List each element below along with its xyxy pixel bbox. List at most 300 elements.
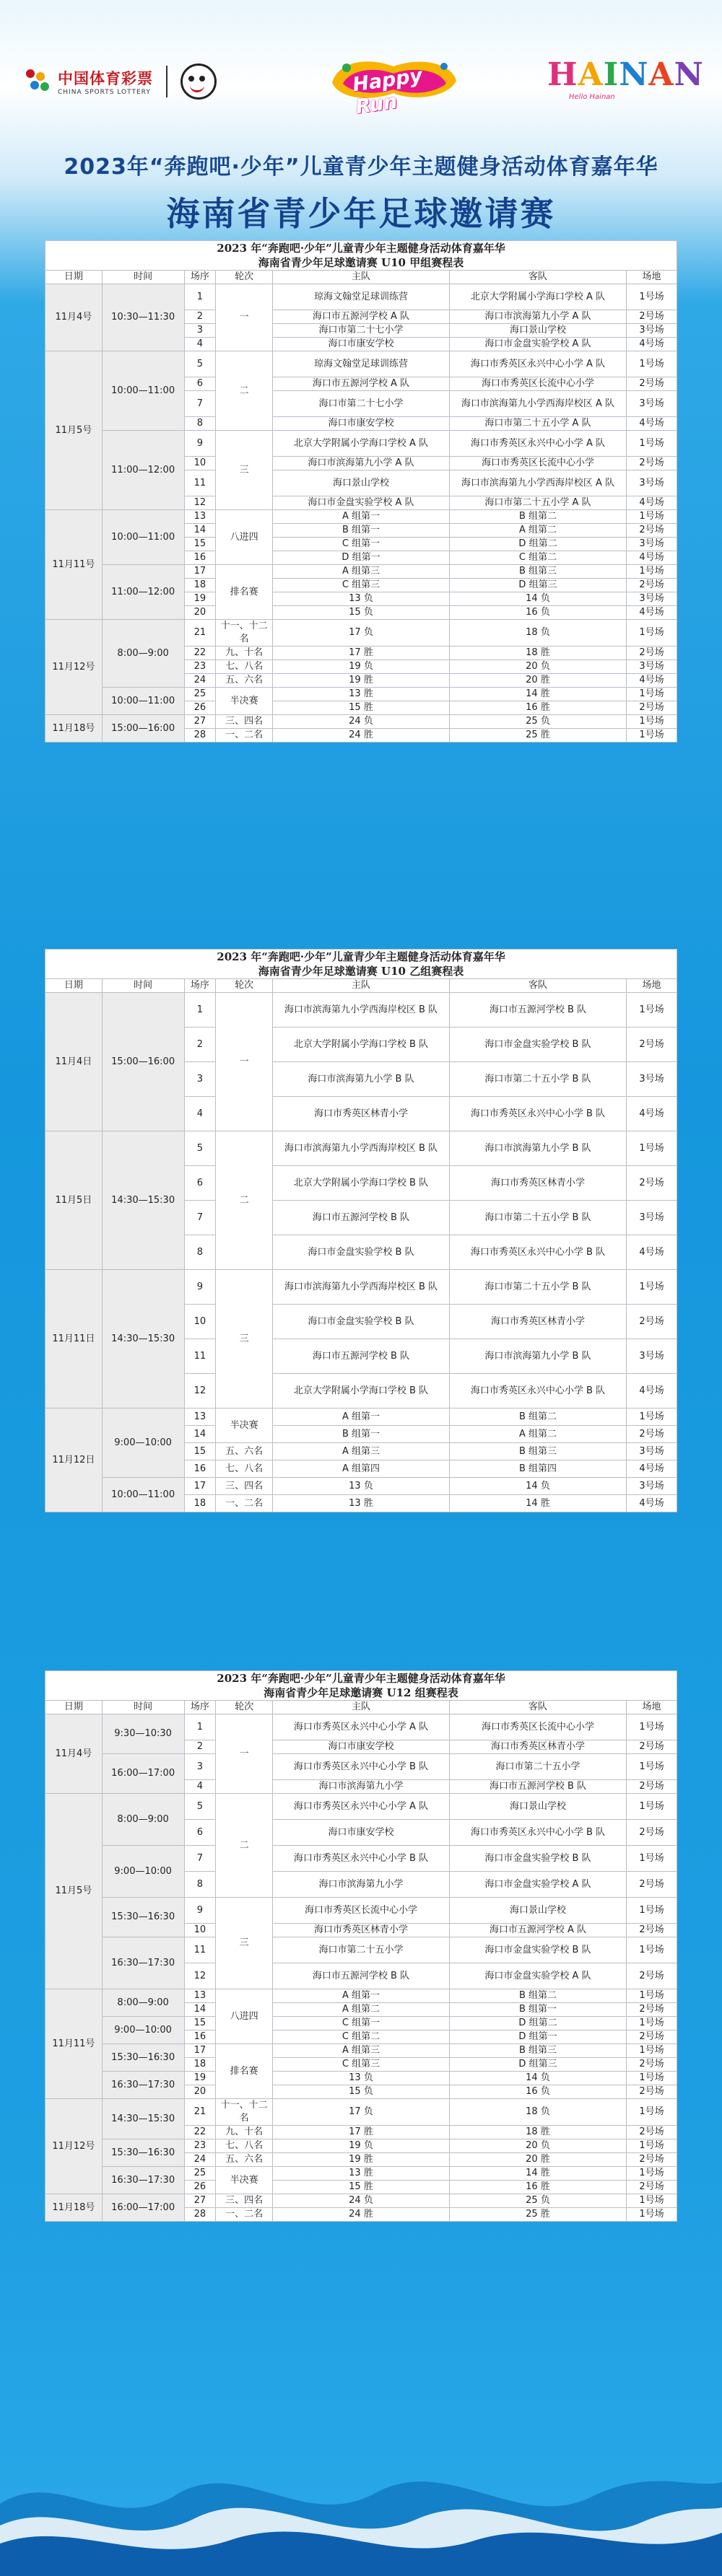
match-number-cell: 1 (184, 993, 216, 1028)
home-team-cell: 13 负 (273, 1478, 450, 1495)
home-team-cell: 海口景山学校 (273, 470, 450, 496)
away-team-cell: 25 胜 (450, 2208, 627, 2222)
away-team-cell: 18 胜 (450, 647, 627, 660)
table-row (45, 1989, 677, 2003)
home-team-cell: 24 负 (273, 715, 450, 729)
time-cell: 16:30—17:30 (102, 1937, 184, 1989)
table-row (45, 1846, 677, 1872)
time-cell: 10:00—11:00 (102, 1478, 184, 1512)
away-team-cell: 海口市秀英区林青小学 (450, 1740, 627, 1754)
column-header: 时间 (102, 979, 184, 993)
away-team-cell: 海口市秀英区永兴中心小学 B 队 (450, 1097, 627, 1131)
away-team-cell: 海口市秀英区林青小学 (450, 1166, 627, 1201)
column-header: 客队 (450, 979, 627, 993)
home-team-cell: 海口市康安学校 (273, 1740, 450, 1754)
time-cell: 14:30—15:30 (102, 1270, 184, 1409)
field-cell: 3号场 (627, 1062, 677, 1097)
field-cell: 4号场 (627, 1495, 677, 1512)
field-cell: 1号场 (627, 2167, 677, 2181)
field-cell: 4号场 (627, 606, 677, 620)
home-team-cell: 海口市滨海第九小学 (273, 1780, 450, 1794)
field-cell: 1号场 (627, 1714, 677, 1740)
match-number-cell: 7 (184, 1846, 216, 1872)
match-number-cell: 7 (184, 1201, 216, 1235)
field-cell: 2号场 (627, 2058, 677, 2072)
lottery-name-cn: 中国体育彩票 (58, 70, 153, 87)
field-cell: 1号场 (627, 2194, 677, 2208)
home-team-cell: B 组第一 (273, 524, 450, 538)
home-team-cell: 15 负 (273, 2085, 450, 2099)
schedule-u10-b (45, 949, 677, 1512)
table-row (45, 1898, 677, 1924)
time-cell: 15:30—16:30 (102, 2044, 184, 2072)
time-cell: 9:30—10:30 (102, 1714, 184, 1754)
away-team-cell: B 组第三 (450, 2044, 627, 2058)
round-cell: 三、四名 (216, 715, 273, 729)
table-row (45, 1478, 677, 1495)
table-row (45, 993, 677, 1028)
match-number-cell: 14 (184, 524, 216, 538)
match-number-cell: 26 (184, 701, 216, 715)
round-cell: 五、六名 (216, 2153, 273, 2167)
hainan-slogan: Hello Hainan (569, 93, 615, 101)
round-cell: 一、二名 (216, 2208, 273, 2222)
match-number-cell: 22 (184, 2126, 216, 2139)
away-team-cell: 海口市秀英区林青小学 (450, 1305, 627, 1339)
away-team-cell: 海口市第二十五小学 A 队 (450, 417, 627, 431)
match-number-cell: 9 (184, 1270, 216, 1305)
field-cell: 2号场 (627, 2030, 677, 2044)
home-team-cell: 北京大学附属小学海口学校 B 队 (273, 1028, 450, 1062)
match-number-cell: 6 (184, 1166, 216, 1201)
away-team-cell: 海口市秀英区永兴中心小学 A 队 (450, 431, 627, 457)
match-number-cell: 11 (184, 1937, 216, 1963)
column-header: 主队 (273, 271, 450, 284)
home-team-cell: 海口市秀英区林青小学 (273, 1924, 450, 1937)
match-number-cell: 8 (184, 417, 216, 431)
home-team-cell: 24 负 (273, 2194, 450, 2208)
time-cell: 11:00—12:00 (102, 565, 184, 620)
home-team-cell: A 组第三 (273, 2044, 450, 2058)
table-row (45, 284, 677, 310)
match-number-cell: 4 (184, 1780, 216, 1794)
date-cell: 11月5号 (45, 351, 103, 510)
home-team-cell: 海口市康安学校 (273, 338, 450, 351)
match-number-cell: 25 (184, 2167, 216, 2181)
match-number-cell: 6 (184, 1820, 216, 1846)
field-cell: 4号场 (627, 338, 677, 351)
match-number-cell: 22 (184, 647, 216, 660)
match-number-cell: 5 (184, 351, 216, 377)
away-team-cell: B 组第一 (450, 2003, 627, 2017)
home-team-cell: 海口市金盘实验学校 B 队 (273, 1235, 450, 1270)
home-team-cell: 北京大学附属小学海口学校 A 队 (273, 431, 450, 457)
field-cell: 2号场 (627, 1872, 677, 1898)
home-team-cell: 海口市滨海第九小学西海岸校区 B 队 (273, 993, 450, 1028)
home-team-cell: 海口市金盘实验学校 A 队 (273, 496, 450, 510)
away-team-cell: 20 胜 (450, 674, 627, 688)
field-cell: 1号场 (627, 1989, 677, 2003)
field-cell: 2号场 (627, 1166, 677, 1201)
match-number-cell: 8 (184, 1872, 216, 1898)
field-cell: 2号场 (627, 2153, 677, 2167)
match-number-cell: 16 (184, 551, 216, 565)
date-cell: 11月12号 (45, 2099, 103, 2194)
home-team-cell: A 组第四 (273, 1460, 450, 1478)
away-team-cell: 海口市五源河学校 B 队 (450, 993, 627, 1028)
field-cell: 3号场 (627, 391, 677, 417)
round-cell: 七、八名 (216, 1460, 273, 1478)
match-number-cell: 2 (184, 1028, 216, 1062)
match-number-cell: 18 (184, 2058, 216, 2072)
home-team-cell: B 组第一 (273, 1426, 450, 1443)
match-number-cell: 3 (184, 324, 216, 338)
round-cell: 一、二名 (216, 1495, 273, 1512)
field-cell: 2号场 (627, 1963, 677, 1989)
column-header: 场序 (184, 271, 216, 284)
home-team-cell: A 组第一 (273, 1409, 450, 1426)
away-team-cell: 海口市金盘实验学校 B 队 (450, 1846, 627, 1872)
match-number-cell: 3 (184, 1062, 216, 1097)
away-team-cell: 海口市秀英区永兴中心小学 A 队 (450, 351, 627, 377)
match-number-cell: 9 (184, 1898, 216, 1924)
round-cell: 三、四名 (216, 1478, 273, 1495)
field-cell: 1号场 (627, 2017, 677, 2030)
home-team-cell: C 组第二 (273, 2030, 450, 2044)
time-cell: 10:00—11:00 (102, 510, 184, 565)
field-cell: 1号场 (627, 1794, 677, 1820)
table-title: 海南省青少年足球邀请赛 U10 乙组赛程表 (45, 964, 677, 979)
away-team-cell: 海口市滨海第九小学西海岸校区 A 队 (450, 391, 627, 417)
away-team-cell: 16 负 (450, 606, 627, 620)
home-team-cell: 24 胜 (273, 2208, 450, 2222)
away-team-cell: 海口市滨海第九小学西海岸校区 A 队 (450, 470, 627, 496)
away-team-cell: 海口市秀英区永兴中心小学 B 队 (450, 1235, 627, 1270)
field-cell: 1号场 (627, 1754, 677, 1780)
home-team-cell: A 组第三 (273, 1443, 450, 1460)
field-cell: 2号场 (627, 2003, 677, 2017)
page-header (0, 0, 722, 152)
china-sports-lottery-logo (26, 63, 217, 100)
away-team-cell: 海口市第二十五小学 (450, 1754, 627, 1780)
happy-run-text: Happy Run (351, 64, 424, 119)
away-team-cell: 北京大学附属小学海口学校 A 队 (450, 284, 627, 310)
field-cell: 1号场 (627, 431, 677, 457)
match-number-cell: 1 (184, 1714, 216, 1740)
away-team-cell: 海口市第二十五小学 A 队 (450, 496, 627, 510)
match-number-cell: 20 (184, 606, 216, 620)
time-cell: 16:30—17:30 (102, 2167, 184, 2194)
home-team-cell: 海口市秀英区林青小学 (273, 1097, 450, 1131)
home-team-cell: 海口市康安学校 (273, 417, 450, 431)
away-team-cell: B 组第二 (450, 510, 627, 524)
home-team-cell: 北京大学附属小学海口学校 B 队 (273, 1374, 450, 1409)
field-cell: 1号场 (627, 2072, 677, 2085)
field-cell: 1号场 (627, 2099, 677, 2126)
match-number-cell: 6 (184, 377, 216, 391)
round-cell: 五、六名 (216, 1443, 273, 1460)
away-team-cell: 18 负 (450, 620, 627, 647)
date-cell: 11月11号 (45, 1989, 103, 2099)
match-number-cell: 3 (184, 1754, 216, 1780)
column-header: 轮次 (216, 1701, 273, 1714)
match-number-cell: 4 (184, 1097, 216, 1131)
match-number-cell: 18 (184, 1495, 216, 1512)
field-cell: 1号场 (627, 620, 677, 647)
table-row (45, 1270, 677, 1305)
waves-decoration (0, 2424, 722, 2576)
time-cell: 10:00—11:00 (102, 688, 184, 715)
table-row (45, 1794, 677, 1820)
table-title: 海南省青少年足球邀请赛 U12 组赛程表 (45, 1686, 677, 1701)
away-team-cell: 海口景山学校 (450, 1898, 627, 1924)
field-cell: 1号场 (627, 2139, 677, 2153)
table-title: 海南省青少年足球邀请赛 U10 甲组赛程表 (45, 255, 677, 271)
field-cell: 4号场 (627, 1235, 677, 1270)
time-cell: 16:00—17:00 (102, 1754, 184, 1794)
match-number-cell: 14 (184, 2003, 216, 2017)
schedule-table (45, 949, 677, 1512)
time-cell: 15:00—16:00 (102, 993, 184, 1131)
field-cell: 2号场 (627, 457, 677, 470)
away-team-cell: 海口景山学校 (450, 324, 627, 338)
home-team-cell: D 组第一 (273, 551, 450, 565)
round-cell: 十一、十二名 (216, 2099, 273, 2126)
round-cell: 半决赛 (216, 688, 273, 715)
field-cell: 1号场 (627, 565, 677, 579)
home-team-cell: 海口市五源河学校 B 队 (273, 1339, 450, 1374)
column-header: 主队 (273, 1701, 450, 1714)
match-number-cell: 16 (184, 1460, 216, 1478)
match-number-cell: 17 (184, 2044, 216, 2058)
home-team-cell: 24 胜 (273, 729, 450, 742)
match-number-cell: 10 (184, 1305, 216, 1339)
table-row (45, 2167, 677, 2181)
away-team-cell: 海口市滨海第九小学 A 队 (450, 310, 627, 324)
time-cell: 8:00—9:00 (102, 1989, 184, 2017)
table-row (45, 1409, 677, 1426)
table-row (45, 2017, 677, 2030)
away-team-cell: D 组第二 (450, 2017, 627, 2030)
away-team-cell: 海口市第二十五小学 B 队 (450, 1201, 627, 1235)
away-team-cell: 20 胜 (450, 2153, 627, 2167)
home-team-cell: 19 负 (273, 2139, 450, 2153)
match-number-cell: 20 (184, 2085, 216, 2099)
field-cell: 2号场 (627, 647, 677, 660)
field-cell: 3号场 (627, 470, 677, 496)
away-team-cell: B 组第二 (450, 1409, 627, 1426)
page-title: 2023年“奔跑吧·少年”儿童青少年主题健身活动体育嘉年华 (64, 154, 658, 180)
match-number-cell: 21 (184, 620, 216, 647)
away-team-cell: 海口市第二十五小学 B 队 (450, 1270, 627, 1305)
mascot-icon (180, 63, 217, 100)
match-number-cell: 12 (184, 496, 216, 510)
column-header: 时间 (102, 271, 184, 284)
field-cell: 3号场 (627, 1443, 677, 1460)
column-header: 场地 (627, 979, 677, 993)
column-header: 客队 (450, 1701, 627, 1714)
round-cell: 十一、十二名 (216, 620, 273, 647)
time-cell: 9:00—10:00 (102, 1409, 184, 1478)
match-number-cell: 17 (184, 1478, 216, 1495)
schedule-u12 (45, 1670, 677, 2222)
away-team-cell: 海口市秀英区长流中心小学 (450, 457, 627, 470)
home-team-cell: 13 负 (273, 592, 450, 606)
field-cell: 4号场 (627, 496, 677, 510)
home-team-cell: 15 负 (273, 606, 450, 620)
field-cell: 2号场 (627, 1820, 677, 1846)
away-team-cell: 海口市第二十五小学 B 队 (450, 1062, 627, 1097)
match-number-cell: 10 (184, 1924, 216, 1937)
round-cell: 八进四 (216, 1989, 273, 2044)
date-cell: 11月4日 (45, 993, 103, 1131)
away-team-cell: D 组第三 (450, 579, 627, 592)
time-cell: 15:30—16:30 (102, 2139, 184, 2167)
round-cell: 二 (216, 1131, 273, 1270)
away-team-cell: 14 胜 (450, 688, 627, 701)
match-number-cell: 2 (184, 310, 216, 324)
table-row (45, 620, 677, 647)
field-cell: 3号场 (627, 592, 677, 606)
round-cell: 九、十名 (216, 2126, 273, 2139)
round-cell: 三 (216, 431, 273, 510)
column-header: 场地 (627, 1701, 677, 1714)
home-team-cell: 海口市滨海第九小学 A 队 (273, 457, 450, 470)
home-team-cell: A 组第一 (273, 510, 450, 524)
field-cell: 3号场 (627, 1201, 677, 1235)
column-header: 日期 (45, 979, 103, 993)
home-team-cell: 海口市滨海第九小学 (273, 1872, 450, 1898)
schedule-table (45, 1670, 677, 2222)
match-number-cell: 15 (184, 538, 216, 551)
field-cell: 3号场 (627, 1478, 677, 1495)
round-cell: 七、八名 (216, 2139, 273, 2153)
match-number-cell: 14 (184, 1426, 216, 1443)
home-team-cell: 15 胜 (273, 701, 450, 715)
away-team-cell: 14 负 (450, 2072, 627, 2085)
home-team-cell: A 组第二 (273, 2003, 450, 2017)
field-cell: 4号场 (627, 551, 677, 565)
date-cell: 11月4号 (45, 1714, 103, 1794)
home-team-cell: 琼海文翰堂足球训练营 (273, 351, 450, 377)
away-team-cell: 25 胜 (450, 729, 627, 742)
schedule-table (45, 240, 677, 742)
away-team-cell: 16 负 (450, 2085, 627, 2099)
field-cell: 1号场 (627, 2044, 677, 2058)
match-number-cell: 28 (184, 2208, 216, 2222)
date-cell: 11月4号 (45, 284, 103, 351)
column-header: 客队 (450, 271, 627, 284)
away-team-cell: 海口市秀英区长流中心小学 (450, 377, 627, 391)
field-cell: 4号场 (627, 674, 677, 688)
match-number-cell: 15 (184, 1443, 216, 1460)
match-number-cell: 15 (184, 2017, 216, 2030)
column-header: 场序 (184, 979, 216, 993)
away-team-cell: 海口市滨海第九小学 B 队 (450, 1339, 627, 1374)
away-team-cell: 海口市金盘实验学校 B 队 (450, 1028, 627, 1062)
home-team-cell: 海口市秀英区永兴中心小学 B 队 (273, 1846, 450, 1872)
match-number-cell: 27 (184, 2194, 216, 2208)
home-team-cell: 17 胜 (273, 2126, 450, 2139)
away-team-cell: 海口景山学校 (450, 1794, 627, 1820)
match-number-cell: 26 (184, 2181, 216, 2194)
away-team-cell: 14 负 (450, 1478, 627, 1495)
lottery-mark-icon (26, 69, 51, 94)
away-team-cell: 海口市金盘实验学校 A 队 (450, 1872, 627, 1898)
match-number-cell: 21 (184, 2099, 216, 2126)
field-cell: 1号场 (627, 715, 677, 729)
match-number-cell: 23 (184, 2139, 216, 2153)
field-cell: 3号场 (627, 324, 677, 338)
time-cell: 8:00—9:00 (102, 1794, 184, 1846)
date-cell: 11月18号 (45, 715, 103, 742)
away-team-cell: 14 负 (450, 592, 627, 606)
home-team-cell: 13 胜 (273, 2167, 450, 2181)
match-number-cell: 24 (184, 674, 216, 688)
time-cell: 15:00—16:00 (102, 715, 184, 742)
field-cell: 4号场 (627, 1460, 677, 1478)
away-team-cell: B 组第三 (450, 565, 627, 579)
hainan-wordmark: HAINAN (547, 56, 704, 93)
time-cell: 14:30—15:30 (102, 1131, 184, 1270)
away-team-cell: 25 负 (450, 2194, 627, 2208)
match-number-cell: 13 (184, 1989, 216, 2003)
home-team-cell: 海口市五源河学校 A 队 (273, 310, 450, 324)
time-cell: 10:00—11:00 (102, 351, 184, 431)
away-team-cell: D 组第一 (450, 2030, 627, 2044)
field-cell: 4号场 (627, 1097, 677, 1131)
home-team-cell: A 组第三 (273, 565, 450, 579)
column-header: 轮次 (216, 979, 273, 993)
column-header: 场地 (627, 271, 677, 284)
time-cell: 16:30—17:30 (102, 2072, 184, 2099)
match-number-cell: 13 (184, 1409, 216, 1426)
match-number-cell: 9 (184, 431, 216, 457)
home-team-cell: 13 胜 (273, 1495, 450, 1512)
field-cell: 1号场 (627, 1270, 677, 1305)
home-team-cell: 海口市康安学校 (273, 1820, 450, 1846)
home-team-cell: 海口市第二十五小学 (273, 1937, 450, 1963)
field-cell: 1号场 (627, 284, 677, 310)
table-row (45, 1754, 677, 1780)
home-team-cell: C 组第三 (273, 579, 450, 592)
field-cell: 1号场 (627, 1898, 677, 1924)
away-team-cell: 海口市金盘实验学校 A 队 (450, 338, 627, 351)
round-cell: 九、十名 (216, 647, 273, 660)
home-team-cell: 海口市第二十七小学 (273, 324, 450, 338)
date-cell: 11月5日 (45, 1131, 103, 1270)
page-subtitle: 海南省青少年足球邀请赛 (166, 194, 556, 233)
home-team-cell: A 组第一 (273, 1989, 450, 2003)
round-cell: 排名赛 (216, 565, 273, 620)
date-cell: 11月11日 (45, 1270, 103, 1409)
round-cell: 三、四名 (216, 2194, 273, 2208)
column-header: 轮次 (216, 271, 273, 284)
away-team-cell: 14 胜 (450, 2167, 627, 2181)
away-team-cell: 海口市五源河学校 B 队 (450, 1780, 627, 1794)
field-cell: 2号场 (627, 1426, 677, 1443)
round-cell: 一 (216, 993, 273, 1131)
column-header: 日期 (45, 1701, 103, 1714)
table-row (45, 2044, 677, 2058)
match-number-cell: 12 (184, 1963, 216, 1989)
home-team-cell: 13 负 (273, 2072, 450, 2085)
away-team-cell: 海口市金盘实验学校 A 队 (450, 1963, 627, 1989)
away-team-cell: D 组第三 (450, 2058, 627, 2072)
match-number-cell: 24 (184, 2153, 216, 2167)
table-row (45, 1937, 677, 1963)
home-team-cell: 19 胜 (273, 2153, 450, 2167)
